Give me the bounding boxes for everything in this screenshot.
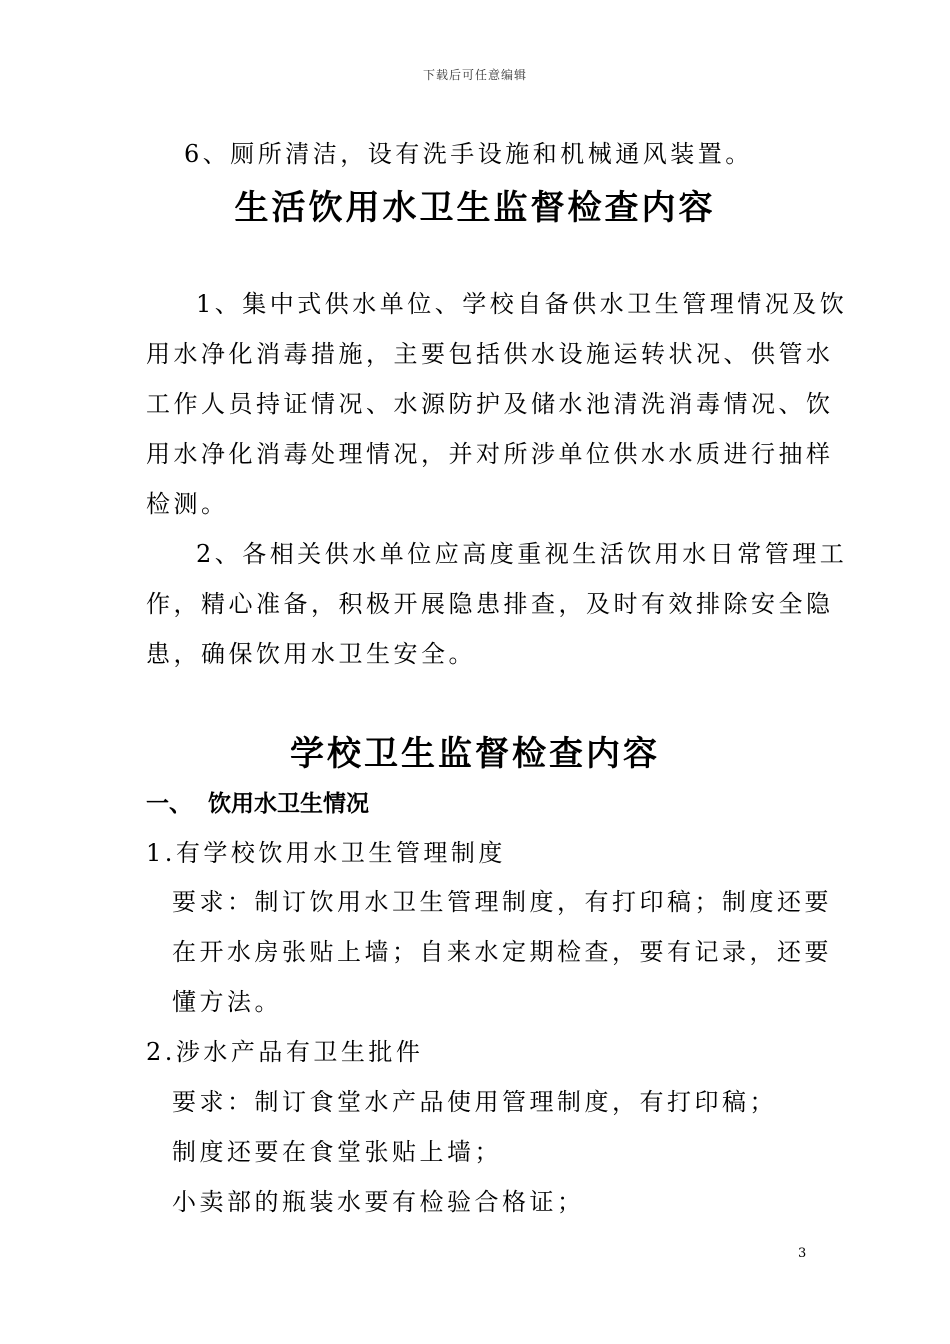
header-note: 下载后可任意编辑 xyxy=(422,68,527,82)
paragraph-line: 用水净化消毒处理情况，并对所涉单位供水水质进行抽样 xyxy=(146,440,834,468)
list-item: 2.涉水产品有卫生批件 xyxy=(146,1038,424,1066)
sub-heading-text: 饮用水卫生情况 xyxy=(208,791,369,817)
list-item: 要求：制订食堂水产品使用管理制度，有打印稿； xyxy=(172,1088,777,1116)
section-title-school-hygiene: 学校卫生监督检查内容 xyxy=(290,734,660,774)
list-item: 要求：制订饮用水卫生管理制度，有打印稿；制度还要 xyxy=(172,888,832,916)
paragraph-line: 检测。 xyxy=(146,490,229,518)
list-item: 制度还要在食堂张贴上墙； xyxy=(172,1138,502,1166)
intro-line: 6、厕所清洁，设有洗手设施和机械通风装置。 xyxy=(184,140,753,168)
sub-heading-number: 一、 xyxy=(146,791,192,817)
list-item: 在开水房张贴上墙；自来水定期检查，要有记录，还要 xyxy=(172,938,832,966)
paragraph-line: 作，精心准备，积极开展隐患排查，及时有效排除安全隐 xyxy=(146,590,834,618)
paragraph-line: 用水净化消毒措施，主要包括供水设施运转状况、供管水 xyxy=(146,340,834,368)
page-number: 3 xyxy=(798,1246,807,1261)
paragraph-line: 2、各相关供水单位应高度重视生活饮用水日常管理工 xyxy=(196,540,848,568)
paragraph-line: 1、集中式供水单位、学校自备供水卫生管理情况及饮 xyxy=(196,290,848,318)
list-item: 1.有学校饮用水卫生管理制度 xyxy=(146,839,506,867)
paragraph-line: 工作人员持证情况、水源防护及储水池清洗消毒情况、饮 xyxy=(146,390,834,418)
paragraph-line: 患，确保饮用水卫生安全。 xyxy=(146,640,476,668)
list-item: 懂方法。 xyxy=(172,988,282,1016)
section-title-drinking-water: 生活饮用水卫生监督检查内容 xyxy=(234,188,716,228)
list-item: 小卖部的瓶装水要有检验合格证； xyxy=(172,1188,585,1216)
